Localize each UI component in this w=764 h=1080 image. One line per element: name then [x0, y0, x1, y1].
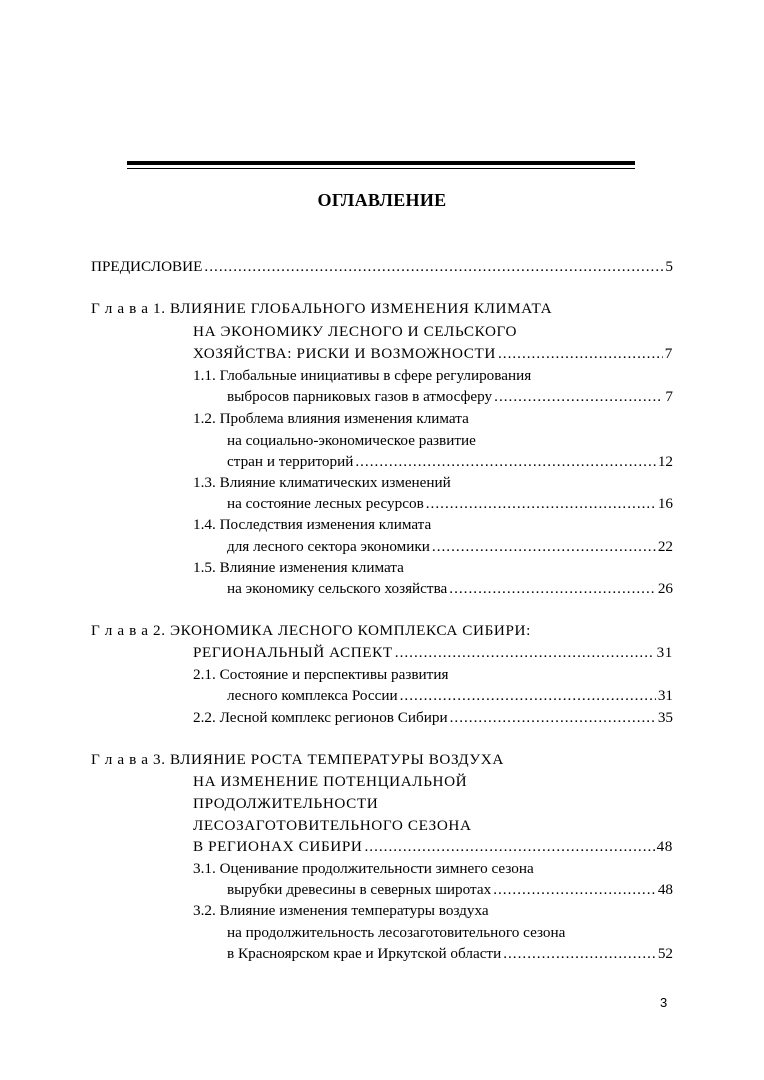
toc-page-number: 16 — [657, 495, 673, 512]
dot-leader — [498, 343, 663, 365]
toc-chapter-3-line-1[interactable]: Г л а в а 3. ВЛИЯНИЕ РОСТА ТЕМПЕРАТУРЫ ВОЗДУХА — [91, 751, 504, 768]
toc-section-1-3-line-2[interactable]: на состояние лесных ресурсов ..... 16 — [227, 493, 673, 515]
dot-leader — [395, 642, 655, 664]
toc-chapter-3-line-4[interactable]: ЛЕСОЗАГОТОВИТЕЛЬНОГО СЕЗОНА — [193, 817, 472, 834]
dot-leader — [450, 707, 656, 729]
toc-section-3-2-line-1[interactable]: 3.2. Влияние изменения температуры воздуха — [193, 902, 489, 919]
toc-section-3-1-line-1[interactable]: 3.1. Оценивание продолжительности зимнего сезона — [193, 860, 534, 877]
toc-section-1-1-line-1[interactable]: 1.1. Глобальные инициативы в сфере регулирования — [193, 367, 532, 384]
toc-section-1-2-line-2[interactable]: на социально-экономическое развитие — [227, 432, 476, 449]
toc-chapter-3-line-5[interactable]: В РЕГИОНАХ СИБИРИ ..... 48 — [193, 836, 673, 858]
toc-section-3-2-line-3[interactable]: в Красноярском крае и Иркутской области ..... 52 — [227, 943, 673, 965]
toc-chapter-1-line-2[interactable]: НА ЭКОНОМИКУ ЛЕСНОГО И СЕЛЬСКОГО — [193, 323, 518, 340]
toc-chapter-1-line-1[interactable]: Г л а в а 1. ВЛИЯНИЕ ГЛОБАЛЬНОГО ИЗМЕНЕНИЯ КЛИМАТА — [91, 300, 553, 317]
toc-page-number: 22 — [657, 538, 673, 555]
toc-chapter-1-line-3[interactable]: ХОЗЯЙСТВА: РИСКИ И ВОЗМОЖНОСТИ ..... 7 — [193, 343, 673, 365]
toc-page-number: 12 — [657, 453, 673, 470]
toc-chapter-3-line-3[interactable]: ПРОДОЛЖИТЕЛЬНОСТИ — [193, 795, 379, 812]
toc-page-number: 48 — [657, 881, 673, 898]
toc-chapter-3-line-2[interactable]: НА ИЗМЕНЕНИЕ ПОТЕНЦИАЛЬНОЙ — [193, 773, 468, 790]
toc-section-3-2-line-2[interactable]: на продолжительность лесозаготовительного сезона — [227, 924, 566, 941]
toc-page-number: 5 — [665, 258, 673, 275]
toc-section-2-2[interactable]: 2.2. Лесной комплекс регионов Сибири ..... 35 — [193, 707, 673, 729]
toc-page-number: 35 — [657, 709, 673, 726]
dot-leader — [204, 256, 663, 278]
toc-section-1-4-line-1[interactable]: 1.4. Последствия изменения климата — [193, 516, 432, 533]
toc-section-1-5-line-1[interactable]: 1.5. Влияние изменения климата — [193, 559, 404, 576]
toc-page-number: 52 — [657, 945, 673, 962]
toc-section-1-2-line-3[interactable]: стран и территорий ..... 12 — [227, 451, 673, 473]
dot-leader — [449, 578, 656, 600]
toc-section-1-5-line-2[interactable]: на экономику сельского хозяйства ..... 26 — [227, 578, 673, 600]
dot-leader — [400, 685, 656, 707]
toc-section-1-1-line-2[interactable]: выбросов парниковых газов в атмосферу ..... 7 — [227, 386, 673, 408]
toc-section-2-1-line-1[interactable]: 2.1. Состояние и перспективы развития — [193, 666, 449, 683]
toc-page-number: 7 — [664, 345, 673, 362]
dot-leader — [494, 386, 663, 408]
dot-leader — [503, 943, 656, 965]
toc-page-number: 31 — [657, 687, 673, 704]
dot-leader — [493, 879, 656, 901]
toc-page-number: 7 — [665, 388, 673, 405]
toc-section-1-2-line-1[interactable]: 1.2. Проблема влияния изменения климата — [193, 410, 469, 427]
page-title: ОГЛАВЛЕНИЕ — [317, 190, 447, 210]
toc-page-number: 26 — [657, 580, 673, 597]
toc-section-1-3-line-1[interactable]: 1.3. Влияние климатических изменений — [193, 474, 451, 491]
toc-entry-text: ПРЕДИСЛОВИЕ — [91, 258, 203, 275]
toc-entry-preface[interactable] — [91, 256, 673, 278]
toc-page-number: 31 — [656, 644, 673, 661]
toc-section-1-4-line-2[interactable]: для лесного сектора экономики ..... 22 — [227, 536, 673, 558]
page-number: 3 — [660, 995, 668, 1010]
toc-section-3-1-line-2[interactable]: вырубки древесины в северных широтах ..... 48 — [227, 879, 673, 901]
dot-leader — [355, 451, 655, 473]
dot-leader — [432, 536, 656, 558]
toc-section-2-1-line-2[interactable]: лесного комплекса России ..... 31 — [227, 685, 673, 707]
dot-leader — [426, 493, 656, 515]
dot-leader — [364, 836, 654, 858]
toc-page-number: 48 — [656, 838, 673, 855]
toc-chapter-2-line-1[interactable]: Г л а в а 2. ЭКОНОМИКА ЛЕСНОГО КОМПЛЕКСА СИБИРИ: — [91, 622, 531, 639]
toc-chapter-2-line-2[interactable]: РЕГИОНАЛЬНЫЙ АСПЕКТ ..... 31 — [193, 642, 673, 664]
